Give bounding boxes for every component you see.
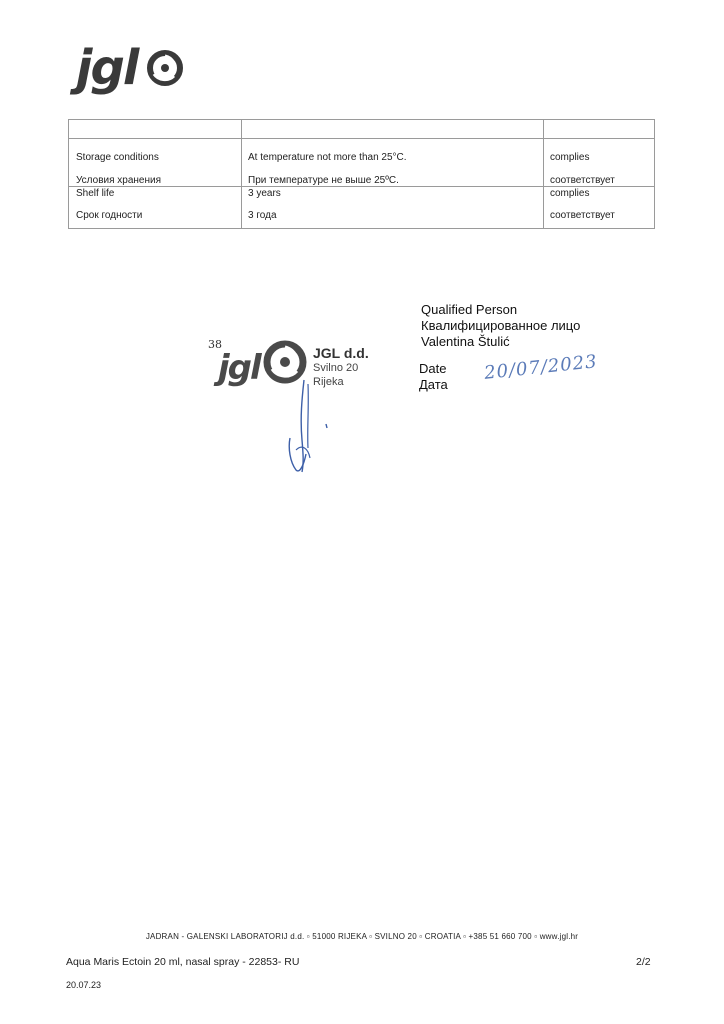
row-result-ru: соответствует [550,210,615,221]
page-number: 2/2 [636,956,651,968]
row-value-ru: 3 года [248,210,277,221]
row-result-ru: соответствует [550,175,615,186]
row-result-en: complies [550,188,590,199]
stamp-street: Svilno 20 [313,362,359,374]
jgl-swirl-logo-icon [146,50,184,86]
handwritten-date: 20/07/2023 [483,351,599,384]
qualified-person-name: Valentina Štulić [421,334,510,349]
table-column-divider [543,120,544,228]
stamp-company-name: JGL d.d. [313,345,369,361]
row-label-en: Storage conditions [76,152,159,163]
document-reference: Aqua Maris Ectoin 20 ml, nasal spray - 22853- RU [66,956,300,968]
footer-company-line: JADRAN - GALENSKI LABORATORIJ d.d. ▫ 51000 RIJEKA ▫ SVILNO 20 ▫ CROATIA ▫ +385 51 660 700 ▫ www.jgl.hr [145,932,579,941]
row-label-ru: Срок годности [76,210,143,221]
row-label-ru: Условия хранения [76,175,162,186]
table-header-row [69,120,654,139]
row-result-en: complies [550,152,590,163]
stamp-logo-text: jgl [218,348,260,388]
signature-icon [278,378,338,478]
row-value-en: At temperature not more than 25°C. [248,152,407,163]
qualified-person-label: Qualified Person [421,302,518,317]
date-label: Date [419,361,447,376]
stamp-city: Rijeka [313,376,344,388]
date-label-ru: Дата [419,377,448,392]
table-column-divider [241,120,242,228]
row-label-en: Shelf life [76,188,115,199]
qualified-person-label-ru: Квалифицированное лицо [421,318,581,333]
specification-table [68,119,655,229]
row-value-ru: При температуре не выше 25ºC. [248,175,399,186]
row-value-en: 3 years [248,188,281,199]
company-logo-text: jgl [76,40,138,96]
footer-date: 20.07.23 [66,980,102,990]
stamp-number: 38 [208,338,222,351]
